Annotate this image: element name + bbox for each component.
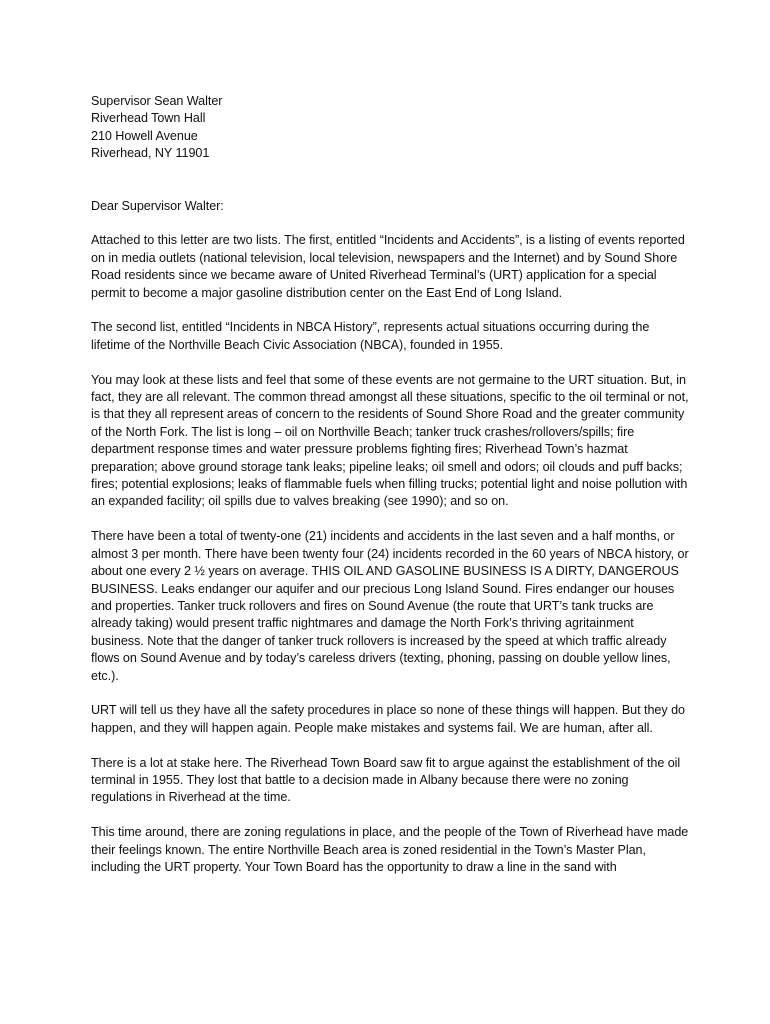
paragraph-incident-counts: There have been a total of twenty-one (21) incidents and accidents in the last seven and a half months, or almost 3 per month. There have been twenty four (24) incidents recorded in the 60 years of NBCA history, or about one every 2 ½ years on average. THIS OIL AND GASOLINE BUSINESS IS A DIRTY, DANGEROUS BUSINESS. Leaks endanger our aquifer and our precious Long Island Sound. Fires endanger our houses and properties. Tanker truck rollovers and fires on Sound Avenue (the route that URT’s tank trucks are already taking) would present traffic nightmares and damage the North Fork’s thriving agritainment business. Note that the danger of tanker truck rollovers is increased by the speed at which traffic already flows on Sound Avenue and by today’s careless drivers (texting, phoning, passing on double yellow lines, etc.). <box>91 529 689 683</box>
paragraph-relevance: You may look at these lists and feel that some of these events are not germaine to the URT situation. But, in fact, they are all relevant. The common thread amongst all these situations, specific to the oil terminal or not, is that they all represent areas of concern to the residents of Sound Shore Road and the greater community of the North Fork. The list is long – oil on Northville Beach; tanker truck crashes/rollovers/spills; fire department response times and water pressure problems fighting fires; Riverhead Town’s hazmat preparation; above ground storage tank leaks; pipeline leaks; oil smell and odors; oil clouds and puff backs; fires; potential explosions; leaks of flammable fuels when filling trucks; potential light and noise pollution with an expanded facility; oil spills due to valves breaking (see 1990); and so on. <box>91 372 689 509</box>
paragraph-attached-lists: Attached to this letter are two lists. The first, entitled “Incidents and Accidents”, is a listing of events reported on in media outlets (national television, local television, newspapers and the Internet) and by Sound Shore Road residents since we became aware of United Riverhead Terminal’s (URT) application for a special permit to become a major gasoline distribution center on the East End of Long Island. <box>91 233 685 300</box>
letter-body <box>91 93 689 876</box>
recipient-address <box>91 93 689 163</box>
paragraph-second-list: The second list, entitled “Incidents in NBCA History”, represents actual situations occurring during the lifetime of the Northville Beach Civic Association (NBCA), founded in 1955. <box>91 320 650 352</box>
paragraph-zoning: This time around, there are zoning regulations in place, and the people of the Town of Riverhead have made their feelings known. The entire Northville Beach area is zoned residential in the Town’s Master Plan, including the URT property. Your Town Board has the opportunity to draw a line in the sand with <box>91 825 689 874</box>
recipient-city: Riverhead, NY 11901 <box>91 146 210 161</box>
paragraph-at-stake: There is a lot at stake here. The Riverhead Town Board saw fit to argue against the establishment of the oil terminal in 1955. They lost that battle to a decision made in Albany because there were no zoning regulations in Riverhead at the time. <box>91 755 681 805</box>
salutation: Dear Supervisor Walter: <box>91 198 224 213</box>
recipient-office: Riverhead Town Hall <box>91 111 206 126</box>
paragraph-safety-procedures: URT will tell us they have all the safety procedures in place so none of these things will happen. But they do happen, and they will happen again. People make mistakes and systems fail. We are human, after all. <box>91 703 685 735</box>
recipient-name: Supervisor Sean Walter <box>91 94 223 108</box>
recipient-street: 210 Howell Avenue <box>91 128 198 143</box>
